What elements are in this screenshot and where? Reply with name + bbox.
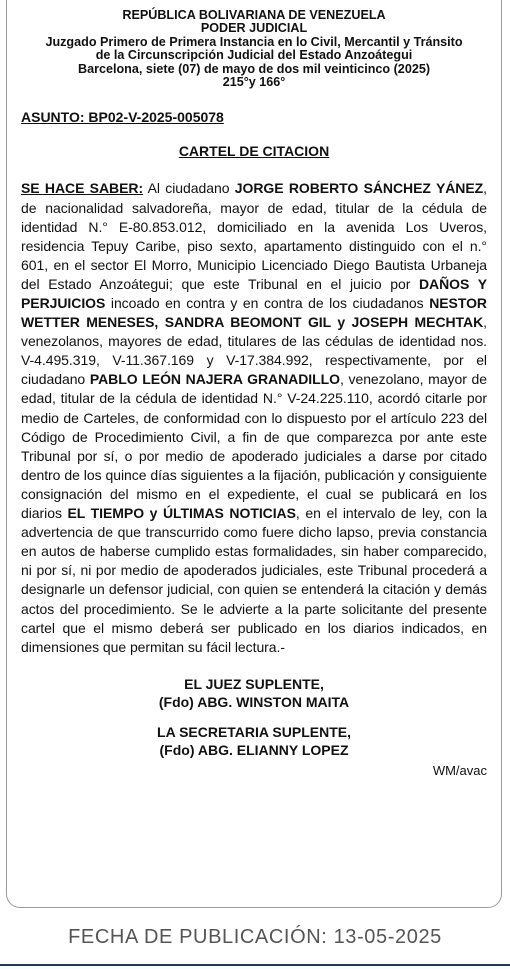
footer-divider [0,964,510,966]
body-lead: SE HACE SABER: [21,180,144,197]
body-text-span: , venezolano, mayor de edad, titular de la cédula de identidad N.° V-24.225.110, acordó citarle por medio de Carteles, de conformidad con lo dispuesto por el artículo 223 del Código de Procedimiento Civil, a fin de que comparezca por ante este Tribunal por sí, o por medio de apoderado judiciales a darse por citado dentro de los quince días siguientes a la fijación, publicación y consiguiente consignación del mismo en el expediente, el cual se publicará en los diarios [21,371,487,522]
publication-date: FECHA DE PUBLICACIÓN: 13-05-2025 [68,926,442,948]
document-initials: WM/avac [432,762,487,778]
case-number: ASUNTO: BP02-V-2025-005078 [21,109,224,126]
secretary-name: (Fdo) ABG. ELIANNY LOPEZ [159,741,349,758]
body-text-span: Al ciudadano [143,180,235,197]
lawsuit-type: DAÑOS Y PERJUICIOS [21,275,487,311]
notice-content [21,9,487,778]
judge-name: (Fdo) ABG. WINSTON MAITA [158,693,350,710]
newspaper-names: EL TIEMPO y ÚLTIMAS NOTICIAS [67,505,296,522]
header-line-jurisdiction: de la Circunscripción Judicial del Estado Anzoátegui [95,48,413,63]
legal-notice-card [6,0,502,908]
codefendant-names: NESTOR WETTER MENESES, SANDRA BEOMONT GIL y JOSEPH MECHTAK [21,295,487,331]
judge-signature [21,675,487,711]
header-line-court: Juzgado Primero de Primera Instancia en lo Civil, Mercantil y Tránsito [45,34,463,49]
body-text-span: , en el intervalo de ley, con la advertencia de que transcurrido como fuere dicho lapso, previa constancia en autos de haberse cumplido estas formalidades, sin haber comparecido, ni por sí, ni por medio de apoderados judiciales, este Tribunal procederá a designarle un defensor judicial, con quien se entenderá la citación y demás actos del procedimiento. Se le advierte a la parte solicitante del presente cartel que el mismo deberá ser publicado en los diarios indicados, en dimensiones que permitan su fácil lectura.- [21,505,487,655]
body-text-span: , de nacionalidad salvadoreña, mayor de edad, titular de la cédula de identidad N.° E-80.853.012, domiciliado en la avenida Los Uveros, residencia Tepuy Caribe, piso sexto, apartamento distinguido con el n.° 601, en el sector El Morro, Municipio Licenciado Diego Bautista Urbaneja del Estado Anzoátegui; que este Tribunal en el juicio por [21,180,487,292]
header-line-country: REPÚBLICA BOLIVARIANA DE VENEZUELA [122,8,386,22]
court-header [21,9,487,89]
secretary-role: LA SECRETARIA SUPLENTE, [157,723,351,740]
secretary-signature [21,723,487,759]
header-line-power: PODER JUDICIAL [200,21,308,36]
judge-role: EL JUEZ SUPLENTE, [184,675,324,692]
header-line-years: 215°y 166° [222,75,286,90]
body-text-span: incoado en contra y en contra de los ciudadanos [105,295,430,311]
notice-body [21,179,487,656]
body-text-span: , venezolanos, mayores de edad, titulares de las cédulas de identidad nos. V-4.495.319, V-11.367.169 y V-17.384.992, respectivamente, por el ciudadano [21,314,487,388]
defendant-name: JORGE ROBERTO SÁNCHEZ YÁNEZ [234,180,484,197]
notice-title: CARTEL DE CITACION [178,143,330,160]
header-line-date: Barcelona, siete (07) de mayo de dos mil veinticinco (2025) [77,61,431,76]
plaintiff-name: PABLO LEÓN NAJERA GRANADILLO [89,371,340,388]
